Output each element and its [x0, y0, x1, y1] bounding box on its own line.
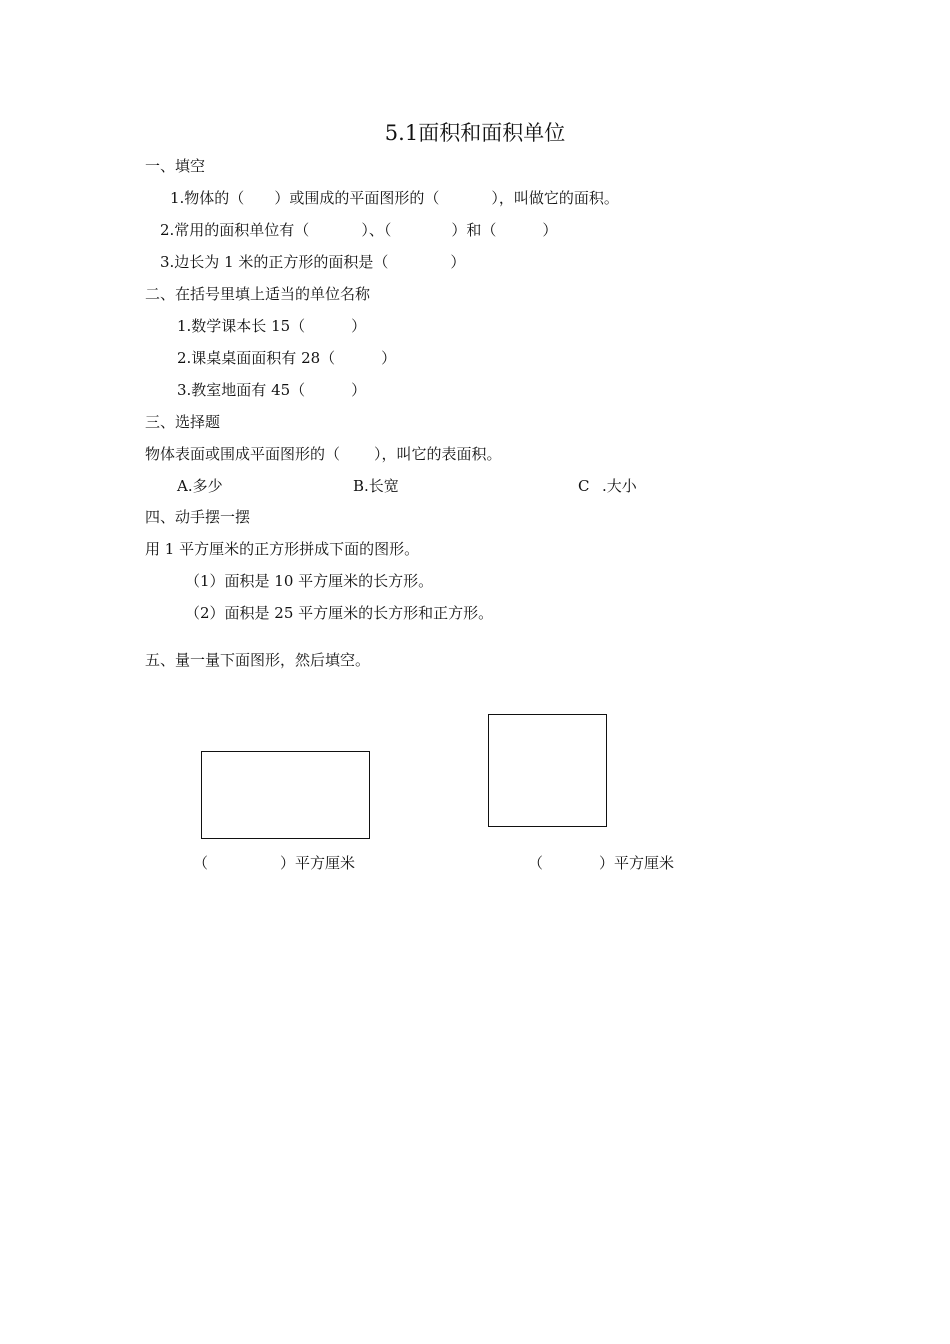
s1-q2-text-a: 2.常用的面积单位有（	[160, 221, 310, 239]
s2-q2-text-b: ）	[381, 349, 397, 367]
square-shape	[488, 714, 607, 827]
s2-question-1	[177, 316, 366, 336]
s1-q2-text-d: ）	[542, 221, 558, 239]
s2-question-3	[177, 380, 366, 400]
s3-question	[145, 444, 502, 464]
s3-option-b[interactable]: B.长宽	[353, 477, 399, 495]
s3-option-a[interactable]: A.多少	[177, 477, 223, 495]
s1-q1-text-c: ），叫做它的面积。	[491, 189, 619, 207]
s4-item-2: （2）面积是 25 平方厘米的长方形和正方形。	[185, 604, 494, 622]
s5-answer-1-unit: ）平方厘米	[280, 854, 356, 872]
s4-item-1: （1）面积是 10 平方厘米的长方形。	[185, 572, 434, 590]
s1-question-3	[160, 252, 465, 272]
s3-question-text-a: 物体表面或围成平面图形的（	[145, 445, 341, 463]
s5-answer-2-open: （	[528, 854, 544, 872]
s1-question-2	[160, 220, 557, 240]
s1-q1-text-a: 1.物体的（	[170, 189, 245, 207]
s5-answer-2-unit: ）平方厘米	[599, 854, 675, 872]
s5-answer-1	[193, 853, 355, 873]
section2-heading: 二、在括号里填上适当的单位名称	[145, 285, 371, 303]
s1-q2-text-c: ）和（	[451, 221, 497, 239]
s1-q2-text-b: ）、（	[361, 221, 392, 239]
s3-option-c-text[interactable]: .大小	[602, 477, 637, 495]
s2-q1-text-a: 1.数学课本长 15（	[177, 317, 306, 335]
rectangle-shape	[201, 751, 370, 839]
s2-q2-text-a: 2.课桌桌面面积有 28（	[177, 349, 336, 367]
section1-heading: 一、填空	[145, 157, 206, 175]
s2-q3-text-a: 3.教室地面有 45（	[177, 381, 306, 399]
section5-heading: 五、量一量下面图形，然后填空。	[145, 651, 371, 669]
section4-heading: 四、动手摆一摆	[145, 508, 251, 526]
s3-option-c-letter[interactable]: C	[578, 477, 590, 495]
s2-q1-text-b: ）	[351, 317, 367, 335]
s1-q3-text-a: 3.边长为 1 米的正方形的面积是（	[160, 253, 389, 271]
s2-question-2	[177, 348, 396, 368]
section3-heading: 三、选择题	[145, 413, 221, 431]
s2-q3-text-b: ）	[351, 381, 367, 399]
page-title: 5.1面积和面积单位	[384, 121, 566, 145]
s1-question-1	[170, 188, 619, 208]
s5-answer-1-open: （	[193, 854, 209, 872]
s3-question-text-b: ），叫它的表面积。	[374, 445, 502, 463]
s5-answer-2	[528, 853, 674, 873]
s4-intro: 用 1 平方厘米的正方形拼成下面的图形。	[145, 540, 420, 558]
s1-q3-text-b: ）	[450, 253, 466, 271]
s1-q1-text-b: ）或围成的平面图形的（	[274, 189, 440, 207]
